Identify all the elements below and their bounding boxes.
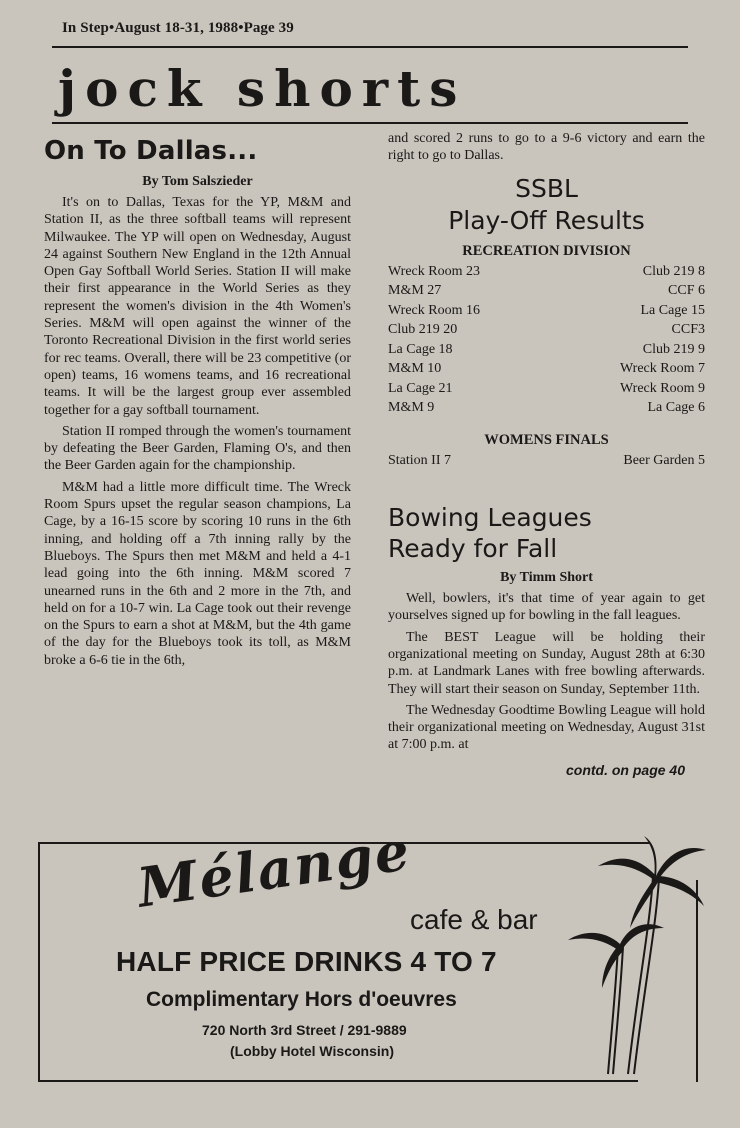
results-row	[388, 451, 705, 471]
paragraph: Station II romped through the women's tournament by defeating the Beer Garden, Flaming O's, and then the Beer Garden again for the championship.	[44, 423, 351, 474]
results-title	[388, 173, 705, 237]
article-continuation	[388, 130, 705, 165]
paragraph: and scored 2 runs to go to a 9-6 victory and earn the right to go to Dallas.	[388, 131, 705, 164]
loser-score: CCF3	[671, 322, 705, 338]
loser-score: CCF 6	[668, 283, 705, 299]
paragraph: The Wednesday Goodtime Bowling League will hold their organizational meeting on Wednesday, August 31st at 7:00 p.m. at	[388, 702, 705, 753]
winner-score: Club 219 20	[388, 322, 458, 338]
article-headline: On To Dallas...	[44, 136, 258, 166]
winner-score: Wreck Room 23	[388, 263, 480, 279]
paragraph: Well, bowlers, it's that time of year again to get yourselves signed up for bowling in the fall leagues.	[388, 591, 705, 624]
loser-score: Wreck Room 7	[620, 361, 705, 377]
page-header: In Step•August 18-31, 1988•Page 39	[62, 20, 294, 36]
ad-business-name: Mélange	[133, 818, 415, 920]
winner-score: M&M 10	[388, 361, 442, 377]
recreation-results	[388, 262, 705, 418]
section-banner: jock shorts	[58, 59, 467, 118]
winner-score: La Cage 18	[388, 341, 453, 357]
results-title-line2: Play-Off Results	[448, 205, 645, 235]
womens-finals-heading: WOMENS FINALS	[484, 431, 609, 448]
winner-score: M&M 9	[388, 400, 435, 416]
results-row	[388, 301, 705, 321]
left-column	[44, 130, 351, 669]
winner-score: Station II 7	[388, 452, 451, 468]
results-title-line1: SSBL	[515, 173, 578, 203]
continued-note: contd. on page 40	[565, 761, 685, 778]
loser-score: Club 219 8	[642, 263, 705, 279]
paragraph: The BEST League will be holding their organizational meeting on Sunday, August 28th at 6:30 p.m. at Landmark Lanes with free bowling afterwards. They will start their season on Sunday, September 11th.	[388, 629, 705, 697]
womens-results	[388, 451, 705, 471]
results-row	[388, 281, 705, 301]
results-row	[388, 320, 705, 340]
ad-drinks-offer: HALF PRICE DRINKS 4 TO 7	[116, 946, 497, 977]
winner-score: M&M 27	[388, 283, 442, 299]
right-column	[388, 130, 705, 778]
winner-score: Wreck Room 16	[388, 302, 480, 318]
paragraph: M&M had a little more difficult time. The Wreck Room Spurs upset the regular season champions, La Cage, by a 16-15 score by scoring 10 runs in the 6th inning, and holding off a 7th inning rally by the Blueboys. The Spurs then met M&M and held a 4-1 lead going into the 6th inning. M&M scored 7 unearned runs in the 6th and 2 more in the 7th, and held on for a 10-7 win. La Cage took out their revenge on the Spurs to earn a shot at M&M, but the 4th game of the day for the Blueboys took its toll, as M&M broke a 6-6 tie in the 6th,	[44, 479, 351, 668]
loser-score: Club 219 9	[642, 341, 705, 357]
bowling-body	[388, 590, 705, 754]
results-row	[388, 379, 705, 399]
results-row	[388, 340, 705, 360]
bowling-headline-line1: Bowing Leagues	[388, 503, 592, 533]
ad-hors-doeuvres: Complimentary Hors d'oeuvres	[146, 988, 457, 1011]
palm-tree-icon	[558, 836, 708, 1086]
article-body	[44, 194, 351, 669]
header-rule	[52, 46, 688, 48]
loser-score: La Cage 15	[640, 302, 705, 318]
ad-location-note: (Lobby Hotel Wisconsin)	[230, 1043, 394, 1059]
recreation-division-heading: RECREATION DIVISION	[462, 242, 631, 259]
results-row	[388, 359, 705, 379]
loser-score: Wreck Room 9	[620, 380, 705, 396]
results-row	[388, 262, 705, 282]
ad-address: 720 North 3rd Street / 291-9889	[202, 1022, 407, 1038]
article-byline: By Tom Salszieder	[142, 174, 253, 189]
ad-border	[38, 842, 40, 1082]
winner-score: La Cage 21	[388, 380, 453, 396]
results-row	[388, 398, 705, 418]
bowling-headline-line2: Ready for Fall	[388, 534, 558, 564]
bowling-byline: By Timm Short	[500, 570, 593, 586]
loser-score: La Cage 6	[647, 400, 705, 416]
advertisement	[38, 818, 698, 1082]
ad-border	[38, 1080, 638, 1082]
paragraph: It's on to Dallas, Texas for the YP, M&M and Station II, as the three softball teams will represent Milwaukee. The YP will open on Wednesday, August 24 against Southern New England in the 12th Annual Open Gay Softball World Series. Station II will make their first appearance in the World Series as they represent the women's division in the 4th Women's Series. M&M will open against the winner of the Toronto Recreational Division in the first world series for rec teams. Overall, there will be 23 competitive (or open) teams, 16 womens teams, and 16 recreational teams. It will be the largest group ever assembled together for a gay softball tournament.	[44, 195, 351, 418]
ad-subtitle: cafe & bar	[410, 904, 538, 935]
banner-rule	[52, 122, 688, 124]
loser-score: Beer Garden 5	[623, 452, 705, 468]
bowling-headline	[388, 502, 705, 564]
